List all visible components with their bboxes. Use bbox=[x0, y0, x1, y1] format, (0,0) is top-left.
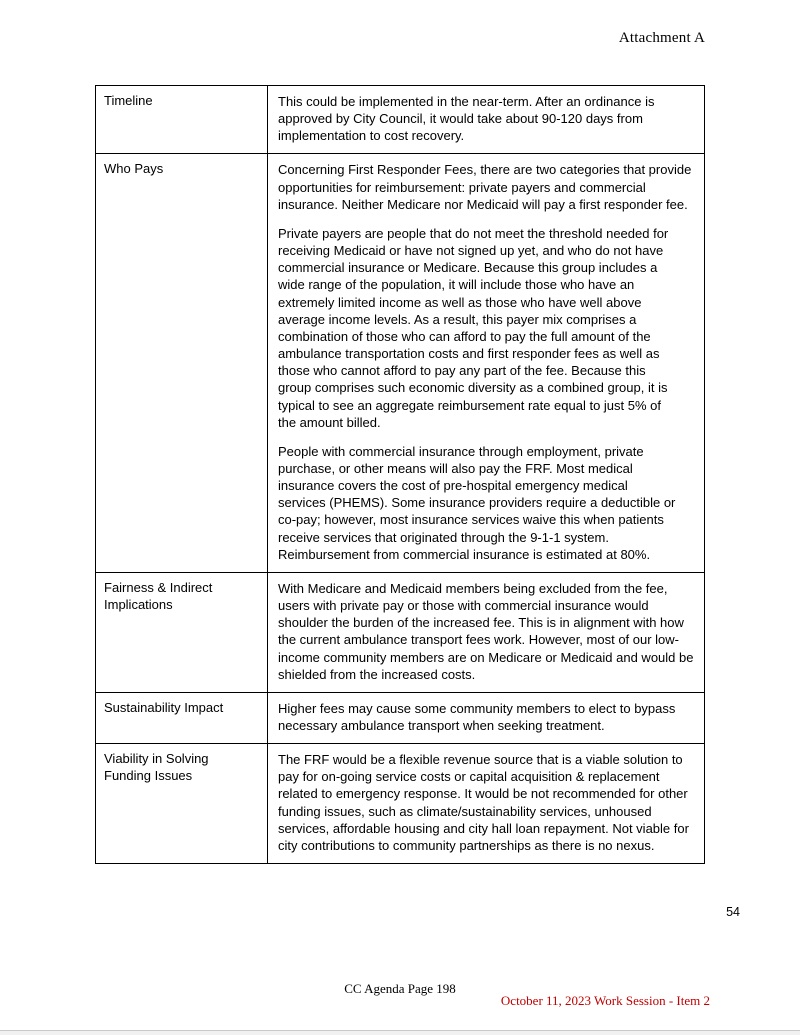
row-label: Sustainability Impact bbox=[96, 693, 268, 743]
table-row-timeline bbox=[96, 86, 704, 154]
row-content bbox=[268, 573, 704, 692]
paragraph: People with commercial insurance through employment, private purchase, or other means will also pay the FRF. Most medical insurance covers the cost of pre-hospital emergency medical services (PHEMS). Some insurance providers require a deductible or co-pay; however, most insurance services waive this when patients receive services that originated through the 9-1-1 system. Reimbursement from commercial insurance is estimated at 80%. bbox=[278, 443, 676, 562]
row-label: Viability in Solving Funding Issues bbox=[96, 744, 268, 863]
paragraph: Private payers are people that do not meet the threshold needed for receiving Medicaid or have not signed up yet, and who do not have commercial insurance or Medicare. Because this group includes a wide range of the population, it will include those who have an extremely limited income as well as those who have well above average income levels. As a result, this payer mix comprises a combination of those who can afford to pay the full amount of the ambulance transportation costs and first responder fees as well as those who cannot afford to pay any part of the fee. Because this group comprises such economic diversity as a combined group, it is typical to see an aggregate reimbursement rate equal to just 5% of the amount billed. bbox=[278, 225, 669, 430]
row-label: Timeline bbox=[96, 86, 268, 153]
paragraph: The FRF would be a flexible revenue source that is a viable solution to pay for on-going service costs or capital acquisition & replacement related to emergency response. It would be not recommended for other funding issues, such as climate/sustainability services, unhoused services, affordable housing and city hall loan repayment. Not viable for city contributions to community partnerships as there is no nexus. bbox=[278, 752, 689, 853]
paragraph: Concerning First Responder Fees, there are two categories that provide opportunities for reimbursement: private payers and commercial insurance. Neither Medicare nor Medicaid will pay a first responder fee. bbox=[278, 162, 692, 212]
table-row-fairness bbox=[96, 573, 704, 693]
page-number: 54 bbox=[726, 905, 740, 919]
paragraph: With Medicare and Medicaid members being excluded from the fee, users with private pay or those with commercial insurance would shoulder the burden of the increased fee. This is in alignment with how the current ambulance transport fees work. However, most of our low-income community members are on Medicare or Medicaid and would be shielded from the increased costs. bbox=[278, 580, 694, 682]
paragraph: This could be implemented in the near-term. After an ordinance is approved by City Council, it would take about 90-120 days from implementation to cost recovery. bbox=[278, 94, 655, 144]
table-row-who-pays bbox=[96, 154, 704, 572]
row-label: Fairness & Indirect Implications bbox=[96, 573, 268, 692]
document-table bbox=[95, 85, 705, 864]
footer-agenda-page: CC Agenda Page 198 bbox=[344, 981, 456, 996]
row-label: Who Pays bbox=[96, 154, 268, 571]
page-bottom-edge bbox=[0, 1030, 800, 1035]
attachment-label: Attachment A bbox=[618, 30, 705, 46]
table-row-sustainability bbox=[96, 693, 704, 744]
row-content bbox=[268, 693, 704, 743]
row-content bbox=[268, 154, 704, 571]
paragraph: Higher fees may cause some community members to elect to bypass necessary ambulance transport when seeking treatment. bbox=[278, 700, 676, 733]
footer-work-session-label: October 11, 2023 Work Session - Item 2 bbox=[500, 993, 710, 1008]
row-content bbox=[268, 86, 704, 153]
row-content bbox=[268, 744, 704, 863]
table-row-viability bbox=[96, 744, 704, 863]
